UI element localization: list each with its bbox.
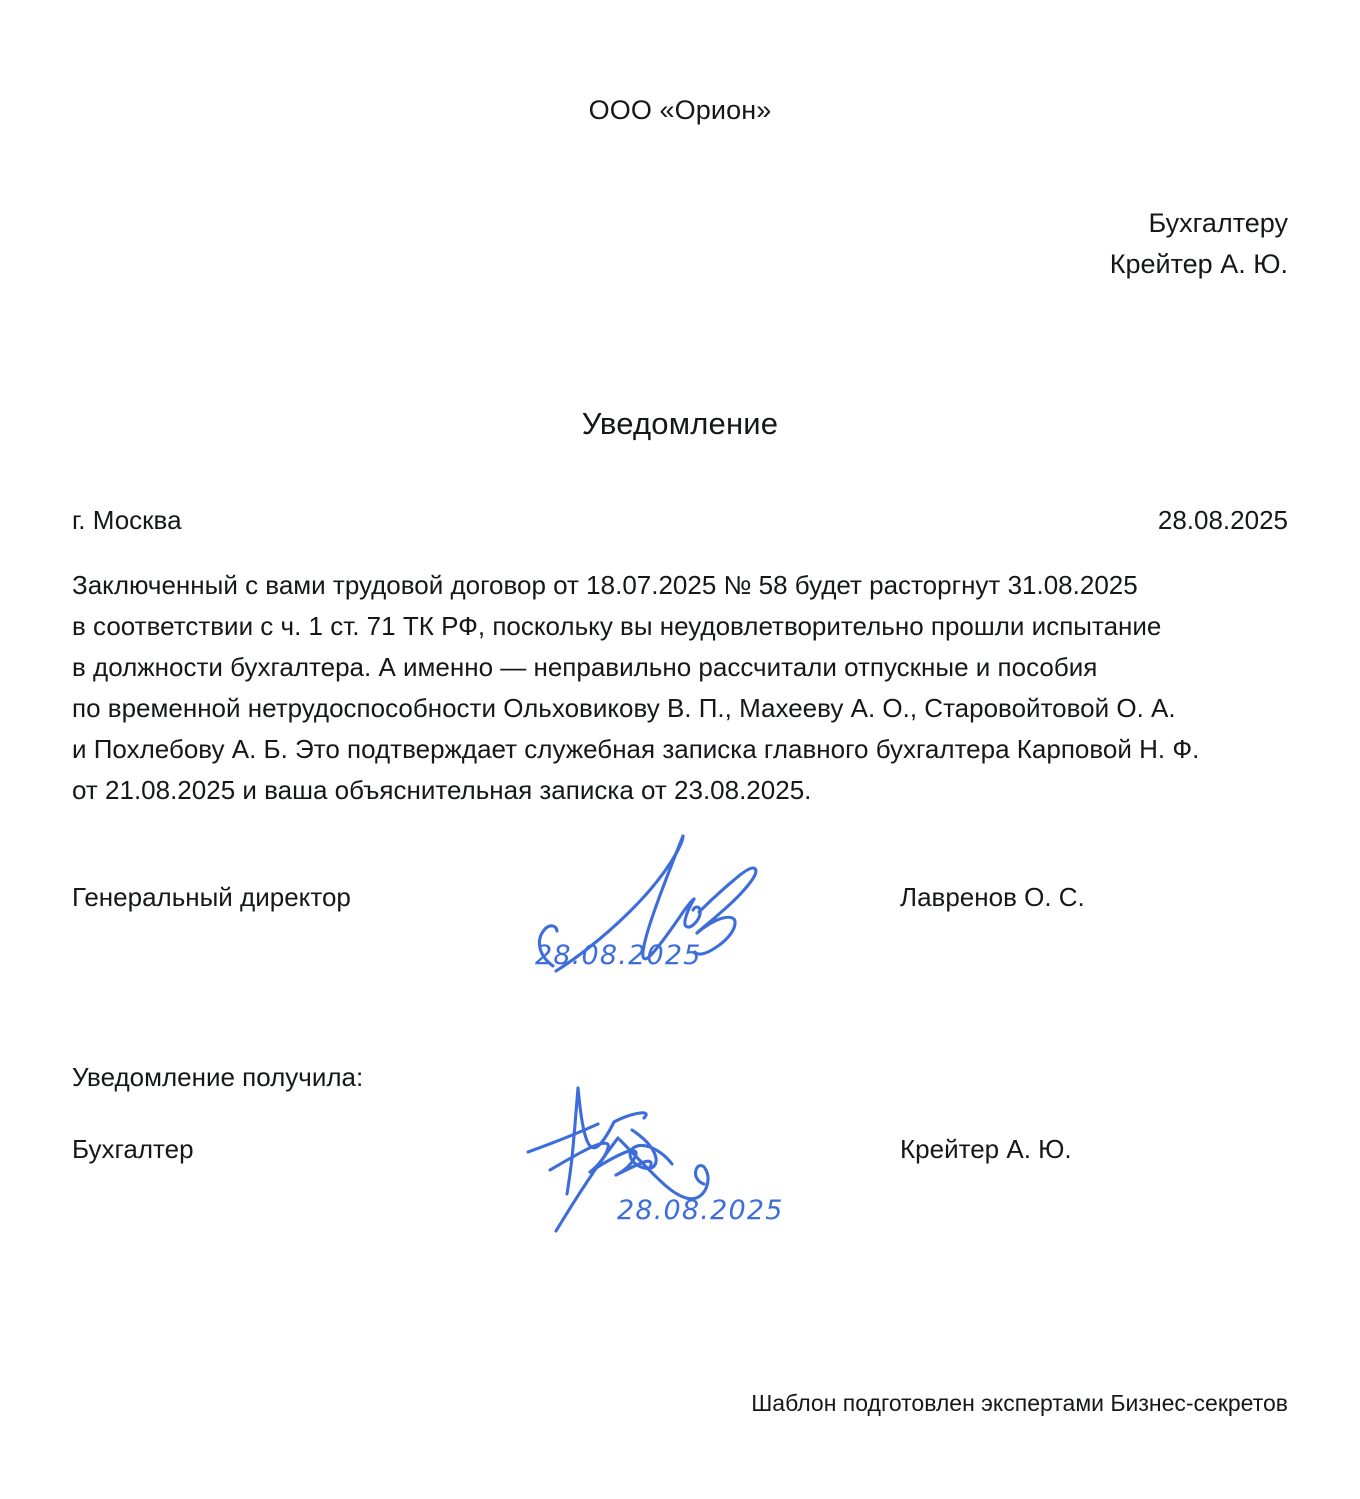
footer-note: Шаблон подготовлен экспертами Бизнес-секретов <box>751 1390 1288 1416</box>
place-of-issue: г. Москва <box>72 505 182 535</box>
director-role-label: Генеральный директор <box>72 882 351 912</box>
page-title: Уведомление <box>581 406 779 441</box>
addressee-name: Крейтер А. Ю. <box>1109 249 1288 279</box>
recipient-name: Крейтер А. Ю. <box>900 1134 1072 1164</box>
director-name: Лавренов О. С. <box>900 882 1085 912</box>
document-date: 28.08.2025 <box>1157 505 1288 535</box>
body-line: Заключенный с вами трудовой договор от 18.07.2025 № 58 будет расторгнут 31.08.2025 <box>72 570 1138 600</box>
body-line: в соответствии с ч. 1 ст. 71 ТК РФ, поскольку вы неудовлетворительно прошли испытание <box>72 611 1162 641</box>
director-signature-date: 28.08.2025 <box>535 940 702 971</box>
director-signature-block <box>72 880 1288 1000</box>
place-date-row <box>72 503 1288 537</box>
received-label: Уведомление получила: <box>72 1062 364 1092</box>
document-content <box>72 0 1288 1499</box>
body-line: в должности бухгалтера. А именно — неправильно рассчитали отпускные и пособия <box>72 652 1098 682</box>
addressee-position: Бухгалтеру <box>1148 208 1288 238</box>
body-line: от 21.08.2025 и ваша объяснительная записка от 23.08.2025. <box>72 775 812 805</box>
body-line: и Похлебову А. Б. Это подтверждает служебная записка главного бухгалтера Карповой Н. Ф. <box>72 734 1200 764</box>
recipient-signature-block <box>72 1132 1288 1252</box>
recipient-signature-date: 28.08.2025 <box>617 1195 784 1226</box>
body-line: по временной нетрудоспособности Ольховикову В. П., Махееву А. О., Старовойтовой О. А. <box>72 693 1176 723</box>
body-paragraph <box>72 565 1292 811</box>
organization-name: ООО «Орион» <box>588 95 772 125</box>
recipient-role-label: Бухгалтер <box>72 1134 194 1164</box>
addressee-block <box>1110 203 1288 285</box>
